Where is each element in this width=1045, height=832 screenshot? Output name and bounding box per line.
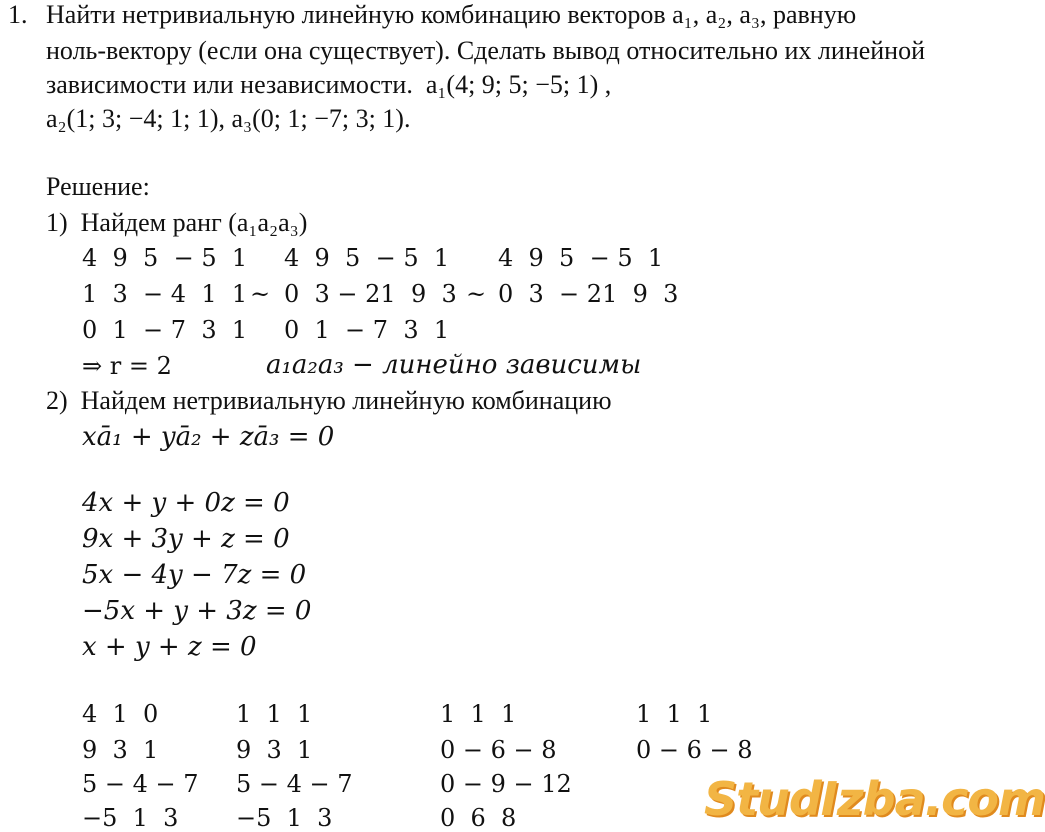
coef-matrix-4-row-2: 0 − 6 − 8 [636, 736, 753, 764]
rank-result: ⇒ r = 2 [82, 352, 172, 380]
matrix-c-row-2: 0 3 − 21 9 3 [498, 280, 679, 308]
coef-matrix-2-row-4: −5 1 3 [236, 804, 333, 832]
linear-combination: xā₁ + yā₂ + zā₃ = 0 [82, 422, 335, 452]
matrix-a-row-3: 0 1 − 7 3 1 [82, 316, 248, 344]
coef-matrix-2-row-2: 9 3 1 [236, 736, 313, 764]
coef-matrix-3-row-2: 0 − 6 − 8 [440, 736, 557, 764]
coef-matrix-4-row-1: 1 1 1 [636, 700, 713, 728]
equivalence-sign: ~ [250, 280, 271, 308]
coef-matrix-2-row-1: 1 1 1 [236, 700, 313, 728]
equation-2: 9x + 3y + z = 0 [82, 524, 290, 554]
task-line-3: зависимости или независимости. a₁(4; 9; 5; −5; 1) , [46, 70, 612, 99]
coef-matrix-1-row-3: 5 − 4 − 7 [82, 770, 199, 798]
matrix-c-row-1: 4 9 5 − 5 1 [498, 244, 664, 272]
coef-matrix-1-row-2: 9 3 1 [82, 736, 159, 764]
dependency-conclusion: a₁a₂a₃ − линейно зависимы [266, 350, 642, 380]
step-1-heading: 1) Найдем ранг (a₁a₂a₃) [46, 208, 308, 237]
studizba-logo: StudIzba.com [704, 772, 1045, 826]
task-line-2: ноль-вектору (если она существует). Сделать вывод относительно их линейной [46, 36, 926, 65]
step-2-heading: 2) Найдем нетривиальную линейную комбинацию [46, 386, 612, 415]
coef-matrix-1-row-1: 4 1 0 [82, 700, 159, 728]
equivalence-sign: ~ [466, 280, 487, 308]
task-line-4: a₂(1; 3; −4; 1; 1), a₃(0; 1; −7; 3; 1). [46, 104, 411, 133]
coef-matrix-3-row-1: 1 1 1 [440, 700, 517, 728]
coef-matrix-3-row-4: 0 6 8 [440, 804, 517, 832]
coef-matrix-1-row-4: −5 1 3 [82, 804, 179, 832]
task-line-1: Найти нетривиальную линейную комбинацию векторов a₁, a₂, a₃, равную [46, 0, 857, 29]
equation-5: x + y + z = 0 [82, 632, 257, 662]
equation-3: 5x − 4y − 7z = 0 [82, 560, 307, 590]
matrix-b-row-2: 0 3 − 21 9 3 [284, 280, 457, 308]
matrix-b-row-3: 0 1 − 7 3 1 [284, 316, 450, 344]
coef-matrix-3-row-3: 0 − 9 − 12 [440, 770, 572, 798]
coef-matrix-2-row-3: 5 − 4 − 7 [236, 770, 353, 798]
equation-4: −5x + y + 3z = 0 [82, 596, 312, 626]
task-number: 1. [8, 0, 28, 29]
matrix-b-row-1: 4 9 5 − 5 1 [284, 244, 450, 272]
equation-1: 4x + y + 0z = 0 [82, 488, 290, 518]
solution-heading: Решение: [46, 172, 150, 201]
matrix-a-row-2: 1 3 − 4 1 1 [82, 280, 248, 308]
matrix-a-row-1: 4 9 5 − 5 1 [82, 244, 248, 272]
